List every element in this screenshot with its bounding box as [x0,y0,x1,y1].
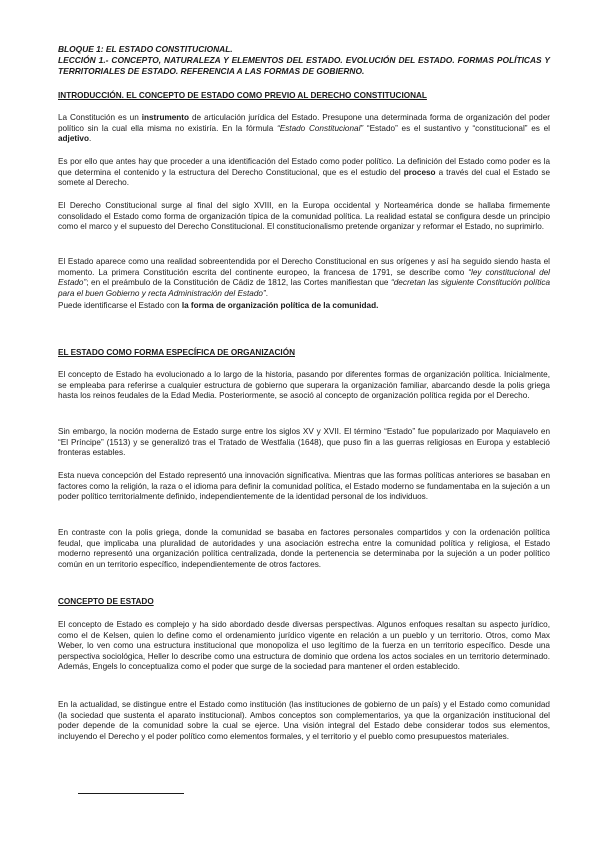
section-organizacion-paragraph-3: Esta nueva concepción del Estado representó una innovación significativa. Mientras que las formas políticas anteriores se basaban en factores como la religión, la raza o el idioma para definir la comunidad política, el Estado moderno se fundamentaba en la sujeción a un poder político territorialmente definido, independientemente de la identidad personal de los individuos. [58,471,550,502]
section-concepto-paragraph-2: En la actualidad, se distingue entre el Estado como institución (las instituciones de gobierno de un país) y el Estado como comunidad (la sociedad que sustenta el aparato institucional). Ambos conceptos son complementarios, ya que la organización institucional del poder depende de la comunidad sobre la cual se ejerce. Una visión integral del Estado debe considerar todos sus elementos, incluyendo el Derecho y el poder político como elementos formales, y el territorio y el pueblo como presupuestos materiales. [58,700,550,741]
section-organizacion-paragraph-2: Sin embargo, la noción moderna de Estado surge entre los siglos XV y XVII. El término “Estado” fue popularizado por Maquiavelo en “El Príncipe” (1513) y se generalizó tras el Tratado de Westfalia (1648), que puso fin a las guerras religiosas en Europa y estableció fronteras estables. [58,427,550,458]
footnote-separator [78,793,184,794]
block-title: BLOQUE 1: EL ESTADO CONSTITUCIONAL. [58,44,233,54]
intro-paragraph-5: Puede identificarse el Estado con la forma de organización política de la comunidad. [58,301,379,310]
intro-paragraph-1: La Constitución es un instrumento de articulación jurídica del Estado. Presupone una determinada forma de organización del poder político sin la cual ella misma no existiría. En la fórmula “Estado Constitucional” “Estado” es el sustantivo y “constitucional” es el adjetivo. [58,113,550,144]
section-organizacion-paragraph-4: En contraste con la polis griega, donde la comunidad se basaba en factores personales compartidos y con la ordenación política feudal, que implicaba una pluralidad de autoridades y una asociación estrecha entre la comunidad política y religiosa, el Estado moderno representó una organización política centralizada, donde la pertenencia se determinaba por la sujeción a un poder político común en un territorio específico, independientemente de otros factores. [58,528,550,569]
section-organizacion-paragraph-1: El concepto de Estado ha evolucionado a lo largo de la historia, pasando por diferentes formas de organización política. Inicialmente, se empleaba para referirse a cualquier estructura de gobierno que superara la organización familiar, abarcando desde la polis griega hasta los reinos feudales de la Edad Media. Posteriormente, se asoció al concepto de organización política regida por el Derecho. [58,370,550,401]
section-concepto-paragraph-1: El concepto de Estado es complejo y ha sido abordado desde diversas perspectivas. Algunos enfoques resaltan su aspecto jurídico, como el de Kelsen, quien lo define como el ordenamiento jurídico vigente en relación a un pueblo y un territorio. Otros, como Max Weber, lo ven como una estructura institucional que monopoliza el uso legítimo de la fuerza en un territorio específico. Desde una perspectiva sociológica, Heller lo describe como una estructura de dominio que ordena los actos sociales en un territorio determinado. Además, Engels lo conceptualiza como el poder que surge de la sociedad para mantener el orden establecido. [58,620,550,672]
intro-heading: INTRODUCCIÓN. EL CONCEPTO DE ESTADO COMO PREVIO AL DERECHO CONSTITUCIONAL [58,91,427,100]
section-organizacion-heading: EL ESTADO COMO FORMA ESPECÍFICA DE ORGANIZACIÓN [58,348,295,357]
intro-paragraph-2: Es por ello que antes hay que proceder a una identificación del Estado como poder político. La definición del Estado como poder es la que determina el contenido y la estructura del Derecho Constitucional, que es el estudio del proceso a través del cual el Estado se somete al Derecho. [58,157,551,188]
section-concepto-heading: CONCEPTO DE ESTADO [58,597,154,606]
intro-paragraph-4: El Estado aparece como una realidad sobreentendida por el Derecho Constitucional en sus orígenes y así ha seguido siendo hasta el momento. La primera Constitución escrita del continente europeo, la francesa de 1791, se describe como “ley constitucional del Estado”; en el preámbulo de la Constitución de Cádiz de 1812, las Cortes manifiestan que “decretan las siguiente Constitución política para el buen Gobierno y recta Administración del Estado”. [58,257,551,298]
lesson-title: LECCIÓN 1.- CONCEPTO, NATURALEZA Y ELEMENTOS DEL ESTADO. EVOLUCIÓN DEL ESTADO. FORMAS POLÍTICAS Y TERRITORIALES DE ESTADO. REFERENCIA A LAS FORMAS DE GOBIERNO. [58,55,550,76]
intro-paragraph-3: El Derecho Constitucional surge al final del siglo XVIII, en la Europa occidental y Norteamérica donde se hallaba firmemente consolidado el Estado como forma de organización típica de la comunidad política. La realidad estatal se configura desde un principio como el marco y el supuesto del Derecho Constitucional. El constitucionalismo pretende organizar y reformar el Estado, no suprimirlo. [58,201,550,232]
